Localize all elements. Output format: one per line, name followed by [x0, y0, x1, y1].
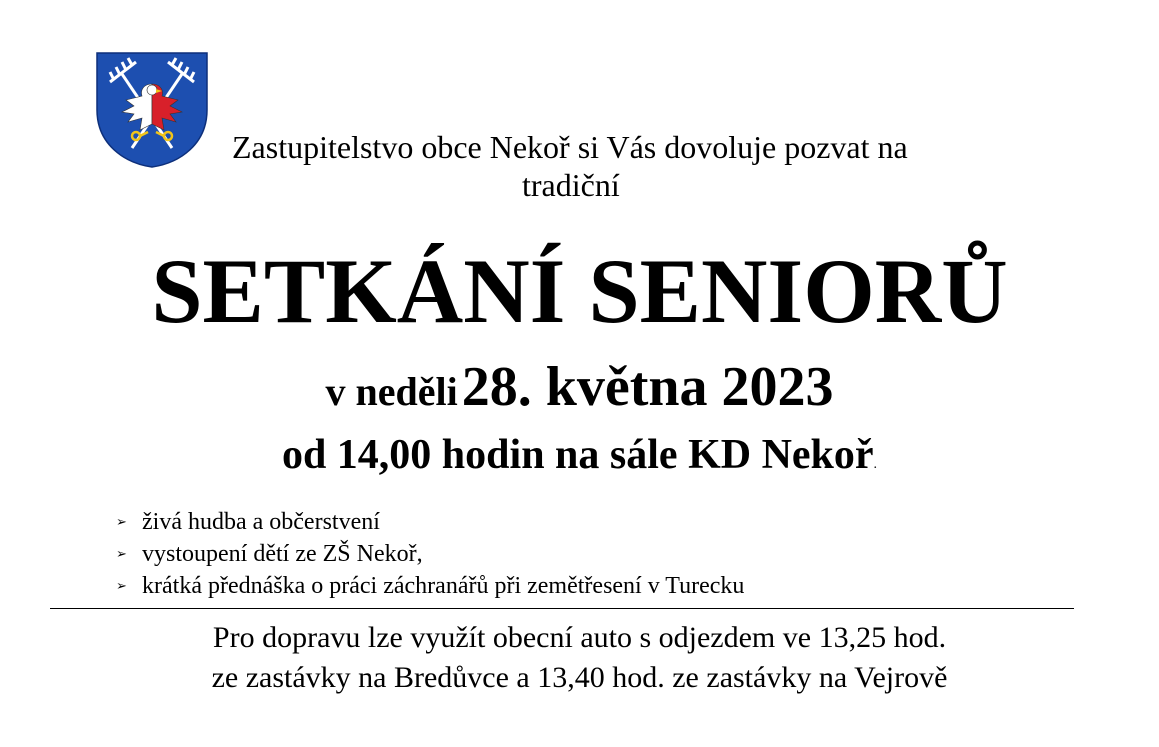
event-title: SETKÁNÍ SENIORŮ: [151, 240, 1008, 342]
program-list: [116, 506, 744, 602]
transport-line1: Pro dopravu lze využít obecní auto s odjezdem ve 13,25 hod.: [212, 621, 947, 654]
list-item: [116, 570, 744, 602]
program-item-text: živá hudba a občerstvení: [142, 509, 380, 535]
transport-info: [0, 618, 1159, 698]
list-item: [116, 506, 744, 538]
event-date: [0, 355, 1159, 419]
event-date-value: 28. května 2023: [461, 356, 834, 418]
arrowhead-bullet-icon: ➢: [116, 514, 127, 529]
program-item-text: vystoupení dětí ze ZŠ Nekoř,: [142, 541, 423, 567]
list-item: [116, 538, 744, 570]
event-date-prefix: v neděli: [325, 369, 458, 414]
invitation-intro-line1: Zastupitelstvo obce Nekoř si Vás dovoluje pozvat na: [232, 129, 908, 165]
arrowhead-bullet-icon: ➢: [116, 546, 127, 561]
event-time-place: [0, 428, 1159, 492]
coat-of-arms-icon: [96, 52, 208, 168]
event-time-place-text: od 14,00 hodin na sále KD Nekoř: [281, 432, 874, 478]
transport-line2: ze zastávky na Bredůvce a 13,40 hod. ze zastávky na Vejrově: [211, 661, 948, 694]
program-item-text: krátká přednáška o práci záchranářů při zemětřesení v Turecku: [142, 573, 745, 599]
invitation-intro-line2: tradiční: [522, 167, 620, 203]
event-time-place-period: .: [873, 457, 878, 472]
arrowhead-bullet-icon: ➢: [116, 578, 127, 593]
divider: [50, 608, 1074, 609]
